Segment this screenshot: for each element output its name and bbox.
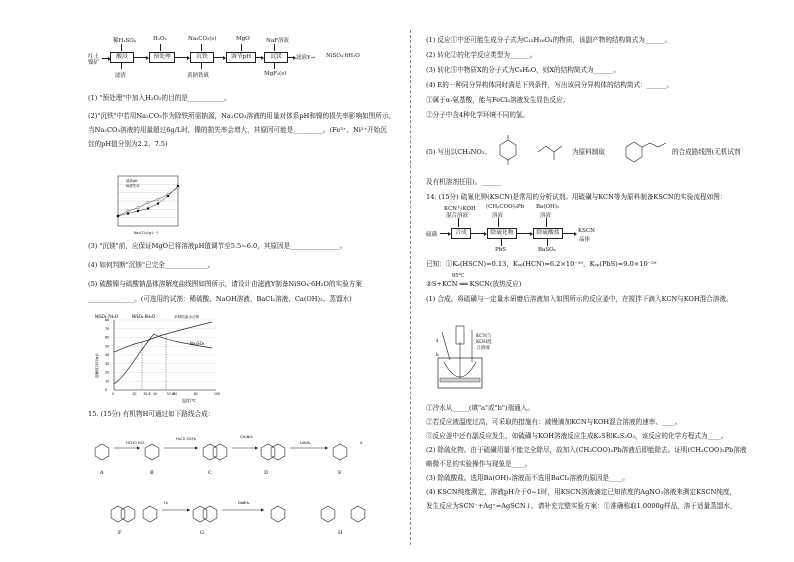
chart2-ytick: 60 <box>105 335 110 340</box>
question-2b: 当Na₂CO₃溶液的用量超过6g/L时，镍的损失率会增大，其原因可能是_________。(Fe³⁺、Ni²⁺开始沉 <box>88 126 387 134</box>
chart2-xtick: 53.8 <box>166 392 174 396</box>
flow2-end2: 晶体 <box>579 237 591 243</box>
ring-f1 <box>111 506 125 522</box>
flow2-arrow-3 <box>562 233 576 234</box>
chart1-legend-loss: Ni损失率 <box>126 184 140 188</box>
ring-e <box>333 444 347 460</box>
known-1: 已知：①Kₐ(HSCN)=0.13，Kₛₚ(HCN)=6.2×10⁻¹⁰，Kₛₚ(PbS)=9.0×10⁻²⁹ <box>426 260 657 268</box>
question-5b: ______________。(可选用的试剂：稀硫酸、NaOH溶液、BaCl₂溶液、Ca(OH)₂、蒸馏水) <box>88 295 352 303</box>
ring-g2 <box>203 506 217 522</box>
k-question-2b: 略微不足的实验操作与现象是____。 <box>426 460 532 468</box>
reagent-structure-1 <box>490 132 526 170</box>
reagent-x: X <box>360 441 363 445</box>
r-question-4a: ①属于α-氨基酸，能与FeCl₃溶液发生显色反应； <box>426 96 570 104</box>
chart2-xtick: 100 <box>214 392 221 396</box>
flow2-top-1: KCN与KOH <box>444 206 476 212</box>
r-question-4b: ②分子中含4种化学环境不同的氢。 <box>426 111 530 119</box>
arrow-1 <box>133 57 148 58</box>
chart1-point-1-0 <box>117 215 119 217</box>
chart1-point-1-3 <box>147 207 149 209</box>
ring-b <box>145 444 159 460</box>
chart1-point-1-4 <box>157 202 159 204</box>
k-question-2a: (2) 除硫化物。由于硫磺用量不能完全除尽，故加入(CH₃COO)₂Pb溶液后即能除去。证明(CH₃COO)₂Pb溶液 <box>426 446 747 454</box>
syn-arrow-6-head <box>261 508 264 511</box>
flow2-in-arrow-3 <box>546 218 547 227</box>
syn-arrow-1-head <box>137 446 140 449</box>
flow2-top-3: Ba(OH)₂ <box>536 204 560 210</box>
syn-arrow-4-head <box>325 446 328 449</box>
flow2-by-baso4: BaSO₄ <box>538 247 556 253</box>
by-arrow-1 <box>121 62 122 69</box>
chart2-ytick: 20 <box>105 370 110 375</box>
question-14: 14. (15分) 硫氰化钾(KSCN)是常用的分析试剂。用硫磺与KCN等为原料制备KSCN的实验流程如图： <box>426 193 727 201</box>
flow2-step-synthesis: 合成 <box>451 228 471 239</box>
chart2-ytick: 40 <box>105 353 110 358</box>
ring-a <box>95 444 109 460</box>
byproduct-jarosite: 黄钠铁矾 <box>187 73 210 79</box>
left-questions-top <box>88 94 406 149</box>
k-question-1: (1) 合成。将硫磺与一定量水研磨后溶液加入如图所示的反应釜中，在搅拌下滴入KCN与KOH混合溶液。 <box>426 295 733 303</box>
label-d: D <box>264 470 269 476</box>
known-2-condition: 95℃ <box>452 273 465 279</box>
syn-arrow-5-head <box>187 508 190 511</box>
flow2-top2-3: 溶液 <box>540 213 552 219</box>
synthesis-route <box>88 422 400 540</box>
ring-h2 <box>321 506 335 522</box>
label-f: F <box>118 530 122 536</box>
chart2-label-7h2o: NiSO₄·7H₂O <box>95 314 118 319</box>
flow2-in-arrow-2 <box>498 218 499 227</box>
ring-h3 <box>351 506 365 522</box>
flowchart-nickel <box>88 36 398 98</box>
chart2-xtick: 0 <box>112 392 115 396</box>
question-1: (1) "预处理"中加入H₂O₂的目的是___________。 <box>88 94 231 102</box>
flow2-by-pbs: PbS <box>495 247 506 253</box>
flow2-in-arrow-1 <box>458 218 459 227</box>
reagent-lialh4: LiAlH₄ <box>300 441 311 445</box>
question-15: 15. (15分) 有机物H可通过如下路线合成： <box>88 410 215 418</box>
chart2-label-multi: 多种结晶水合物 <box>174 315 200 319</box>
question-4: (4) 如何判断"沉镁"已完全_____________。 <box>88 261 215 269</box>
right-known <box>426 260 756 304</box>
question-5a: (5) 硫酸镍与硫酸钠晶体溶解度曲线图如图所示，请设计由滤液Y制备NiSO₄·6H₂O的实验方案 <box>88 280 362 288</box>
flow2-top-2: (CH₃COO)₂Pb <box>486 204 525 210</box>
reagent-h2: H₂ <box>164 501 169 505</box>
chart1-point-1-2 <box>137 210 139 212</box>
k-question-1c: ③反应釜中还有副反应发生，如硫磺与KOH溶液反应生成K₂S和K₂S₂O₃，该反应的化学方程式为____。 <box>426 432 728 440</box>
arrow-0 <box>102 58 110 59</box>
filtrate-y: 滤液Y→ <box>296 55 316 61</box>
ring-d <box>261 444 275 460</box>
syn-arrow-3-head <box>255 446 258 449</box>
reagent-arrow-1 <box>121 44 122 51</box>
ring-f2 <box>121 506 135 522</box>
r-question-1: (1) 反应①中还可能生成分子式为C₁₅H₁₆O₄的物质，该副产物的结构简式为______。 <box>426 36 672 44</box>
r-question-5a: (5) 写出以CH₃NO₂、 <box>426 148 492 156</box>
ring-g1 <box>193 506 207 522</box>
r-question-2: (2) 转化②的化学反应类型为______。 <box>426 51 537 59</box>
column-divider <box>410 30 411 545</box>
reagent-1: 稀H₂SO₄ <box>113 38 136 44</box>
flow2-end: KSCN <box>578 228 595 234</box>
label-g: G <box>200 530 204 536</box>
ring-f3 <box>143 506 157 522</box>
reagent-4: MgO <box>236 36 250 42</box>
reagent-ch3no2: CH₃NO₂ <box>240 435 254 439</box>
ring-d2 <box>271 444 285 460</box>
chart2-label-na2so4: Na₂SO₄ <box>190 341 205 346</box>
reagent-arrow-5 <box>274 44 275 51</box>
flow2-arrow-2 <box>516 233 532 234</box>
reagent-structure-2 <box>534 140 570 164</box>
target-structure <box>616 136 670 168</box>
chart1-point-0-3 <box>147 201 149 203</box>
r-question-4: (4) E的一种同分异构体同时满足下列条件，写出该同分异构体的结构简式：______。 <box>426 81 674 89</box>
chart2-ytick: 10 <box>105 379 110 384</box>
byproduct-residue: 滤渣 <box>115 73 127 79</box>
flow2-start: 硫磺 <box>426 232 438 238</box>
final-product: NiSO₄·6H₂O <box>326 53 360 59</box>
k-question-1a: ①冷水从_____(填"a"或"b")端通入。 <box>426 404 534 412</box>
chart2-ytick: 70 <box>105 326 110 331</box>
chart2-xtick: 30.8 <box>143 392 151 396</box>
chart-solubility <box>92 312 222 404</box>
step-adjust-ph: 调节pH <box>226 52 256 63</box>
right-questions-top <box>426 36 756 120</box>
known-2: ②S+KCN ══ KSCN(放热反应) <box>426 280 522 288</box>
chart1-xlabel: Na₂CO₃/(g·L⁻¹) <box>134 231 159 235</box>
reagent-arrow-4 <box>241 44 242 51</box>
start-material: 红土镍矿 <box>88 54 100 66</box>
chart1-legend-ph: 溶液pH <box>126 179 138 183</box>
flow2-top2-1: 混合溶液 <box>446 213 469 219</box>
apparatus-label: KCN与KOH混合溶液 <box>476 334 492 351</box>
chart1-point-1-1 <box>127 212 129 214</box>
chart1-point-0-2 <box>137 206 139 208</box>
label-c: C <box>208 470 212 476</box>
reagent-arrow-3 <box>201 44 202 51</box>
chart2-xtick: 20 <box>132 392 137 396</box>
arrow-5 <box>287 57 295 58</box>
reagent-dimethoxy: H₃CO OCH₃ <box>176 437 197 441</box>
k-question-4b: 发生反应为SCN⁻+Ag⁺=AgSCN↓。请补充完整实验方案：①准确称取1.0000g样品，溶于适量蒸馏水， <box>426 502 737 510</box>
label-a: A <box>100 470 104 476</box>
r-question-5b: 为原料制取 <box>572 148 605 156</box>
step-pretreat: 预处理 <box>149 52 175 63</box>
chart2-ytick: 80 <box>105 318 110 323</box>
flow2-arrow-0 <box>440 233 450 234</box>
flowchart-kscn <box>426 204 746 256</box>
chart1-point-1-6 <box>177 185 179 187</box>
reagent-5: NaF溶液 <box>266 38 289 44</box>
label-e: E <box>338 470 342 476</box>
chart2-xtick: 80 <box>193 392 198 396</box>
by-arrow-2 <box>201 62 202 69</box>
chart1-point-1-5 <box>167 195 169 197</box>
ring-c <box>203 444 217 460</box>
step-remove-iron: 沉铁 <box>190 52 214 63</box>
arrow-4 <box>255 57 263 58</box>
port-a: a <box>436 338 439 343</box>
reaction-apparatus <box>432 322 492 392</box>
chart2-ytick: 0 <box>105 388 108 393</box>
chart1-point-0-4 <box>157 198 159 200</box>
flow2-out-arrow-2 <box>547 238 548 246</box>
chart2-ytick: 30 <box>105 361 110 366</box>
flow2-step-sulfide: 除硫化物 <box>487 228 517 239</box>
arrow-2 <box>174 57 189 58</box>
known-2-row <box>426 273 756 291</box>
right-questions-bottom <box>426 404 756 511</box>
arrow-3 <box>213 57 225 58</box>
question-2a: (2)"沉铁"中若用Na₂CO₃作为除铁所需钠源，Na₂CO₃溶液的用量对体系pH和镍的损失率影响如图所示。 <box>88 112 396 120</box>
reagent-3: Na₂CO₃(s) <box>188 36 217 42</box>
r-question-5-row <box>426 132 756 174</box>
r-question-3: (3) 转化⑤中物质X的分子式为C₈H₆O，则X的结构简式为______。 <box>426 66 620 74</box>
step-remove-mg: 沉镁 <box>264 52 288 63</box>
question-2c: 淀的pH值分别为2.2、7.5) <box>88 140 168 148</box>
chart2-xtick: 60 <box>173 392 178 396</box>
label-h: H <box>338 530 343 536</box>
k-question-3: (3) 除硫酸盐。选用Ba(OH)₂溶液而不选用BaCl₂溶液的原因是____。 <box>426 474 629 482</box>
right-q14-head <box>426 178 756 202</box>
k-question-4a: (4) KSCN纯度测定，溶液pH介于0~1时，用KSCN溶液滴定已知浓度的AgNO₃溶液来测定KSCN纯度， <box>426 488 737 496</box>
chart1-point-0-1 <box>127 210 129 212</box>
question-3: (3) "沉镁"前，应保证MgO已将溶液pH值调节至5.5~6.0，其原因是_______________。 <box>88 242 347 250</box>
ring-h1 <box>271 506 285 522</box>
flow2-arrow-1 <box>470 233 486 234</box>
chart2-ylabel: 溶解度/100g水 <box>95 353 99 378</box>
chart2-xtick: 40 <box>152 392 157 396</box>
r-question-5d: 及有机溶剂任用)。______ <box>426 178 502 186</box>
left-questions-mid <box>88 242 406 304</box>
chart2-label-6h2o: NiSO₄·6H₂O <box>132 314 155 319</box>
reagent-nabh4: NaBH₄ <box>238 501 250 505</box>
port-b: b <box>436 352 439 357</box>
flow2-step-sulfate: 除硫酸盐 <box>533 228 563 239</box>
label-b: B <box>150 470 154 476</box>
reagent-hcho: HCHO HCl <box>126 441 145 445</box>
flow2-top2-2: 溶液 <box>492 213 504 219</box>
by-arrow-3 <box>274 62 275 69</box>
chart-ph-ni-loss <box>110 172 186 236</box>
byproduct-mgf2: MgF₂(s) <box>264 71 287 77</box>
step-acid-leach: 酸浸 <box>110 52 134 63</box>
syn-arrow-2-head <box>195 446 198 449</box>
reagent-2: H₂O₂ <box>153 36 167 42</box>
chart2-ytick: 50 <box>105 344 110 349</box>
reagent-arrow-2 <box>160 44 161 51</box>
k-question-1b: ②若反应液温度过高，可采取的措施有：减慢滴加KCN与KOH混合溶液的速率、____。 <box>426 418 682 426</box>
flow2-out-arrow-1 <box>501 238 502 246</box>
chart2-xlabel: 温度/℃ <box>182 398 196 403</box>
ring-c2 <box>213 444 227 460</box>
r-question-5c: 的合成路线图(无机试剂 <box>672 148 741 156</box>
